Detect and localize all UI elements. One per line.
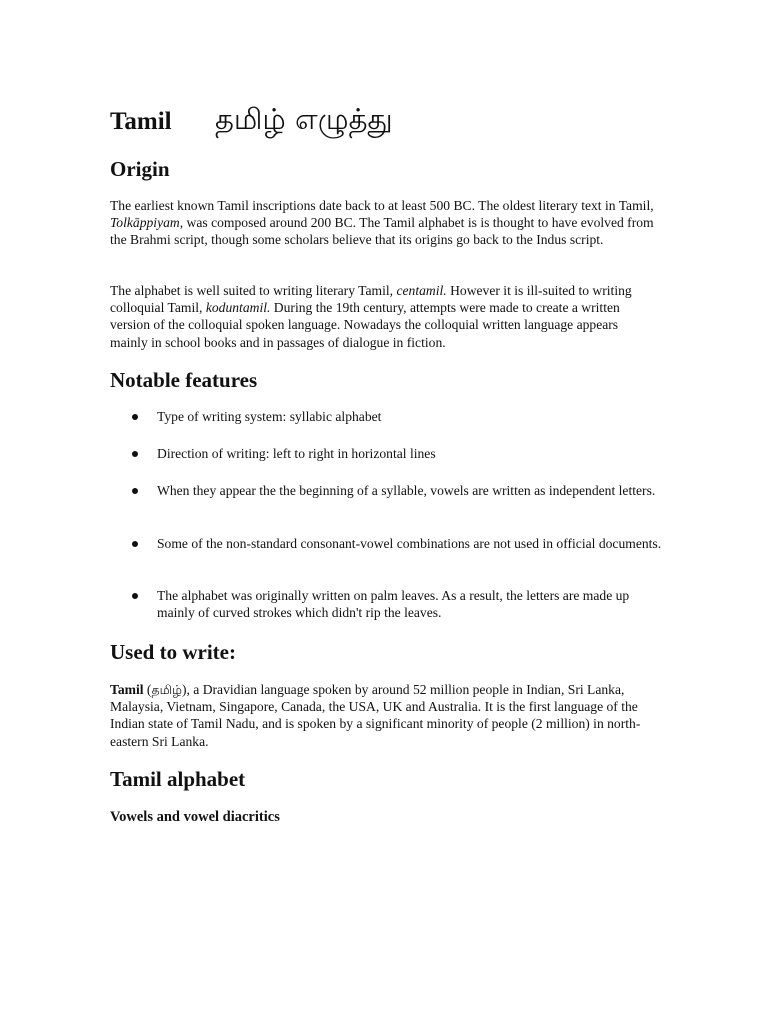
origin-p1-text-b: , was composed around 200 BC. The Tamil alphabet is is thought to have evolved from the Brahmi script, though some scholars believe that its origins go back to the Indus script. <box>110 215 654 248</box>
paren-open: ( <box>143 682 152 697</box>
used-to-write-text: ), a Dravidian language spoken by around 52 million people in Indian, Sri Lanka, Malaysia, Vietnam, Singapore, Canada, the USA, UK and Australia. It is the first language of the Indian state of Tamil Nadu, and is spoken by a significant minority of people (2 million) in north-eastern Sri Lanka. <box>110 682 641 749</box>
page-title-native-script: தமிழ் எழுத்து <box>215 102 393 136</box>
used-to-write-paragraph <box>110 681 658 750</box>
origin-p1-italic-title: Tolkāppiyam <box>110 215 180 231</box>
origin-p2-text-a: The alphabet is well suited to writing literary Tamil, <box>110 283 397 298</box>
bullet-icon <box>132 451 138 457</box>
list-item-text: Direction of writing: left to right in horizontal lines <box>157 446 436 461</box>
notable-features-heading: Notable features <box>110 368 258 392</box>
origin-p2-italic-koduntamil: koduntamil. <box>205 300 271 316</box>
list-item-text: Type of writing system: syllabic alphabet <box>157 409 382 424</box>
bullet-icon <box>132 488 138 494</box>
language-name-native: தமிழ் <box>151 682 182 697</box>
list-item-text: The alphabet was originally written on palm leaves. As a result, the letters are made up mainly of curved strokes which didn't rip the leaves. <box>157 588 630 621</box>
language-name: Tamil <box>110 682 144 697</box>
origin-p2-text-b: However it is ill-suited to writing colloquial Tamil, <box>110 283 632 316</box>
bullet-icon <box>132 541 138 547</box>
tamil-alphabet-heading: Tamil alphabet <box>110 767 246 791</box>
origin-p1-text-a: The earliest known Tamil inscriptions date back to at least 500 BC. The oldest literary text in Tamil, <box>110 198 654 213</box>
list-item-text: Some of the non-standard consonant-vowel combinations are not used in official documents. <box>157 536 662 551</box>
origin-paragraph-1 <box>110 197 658 249</box>
bullet-icon <box>132 593 138 599</box>
origin-paragraph-2 <box>110 282 658 351</box>
bullet-icon <box>132 414 138 420</box>
page-title: Tamil <box>110 108 172 135</box>
origin-p2-italic-centamil: centamil. <box>396 283 447 298</box>
origin-p2-text-c: During the 19th century, attempts were made to create a written version of the colloquial spoken language. Nowadays the colloquial written language appears mainly in school books and in passages of dialogue in fiction. <box>110 300 620 350</box>
vowels-subheading: Vowels and vowel diacritics <box>110 809 280 825</box>
list-item-text: When they appear the the beginning of a syllable, vowels are written as independent letters. <box>157 483 656 498</box>
used-to-write-heading: Used to write: <box>110 640 236 664</box>
origin-heading: Origin <box>110 157 170 181</box>
